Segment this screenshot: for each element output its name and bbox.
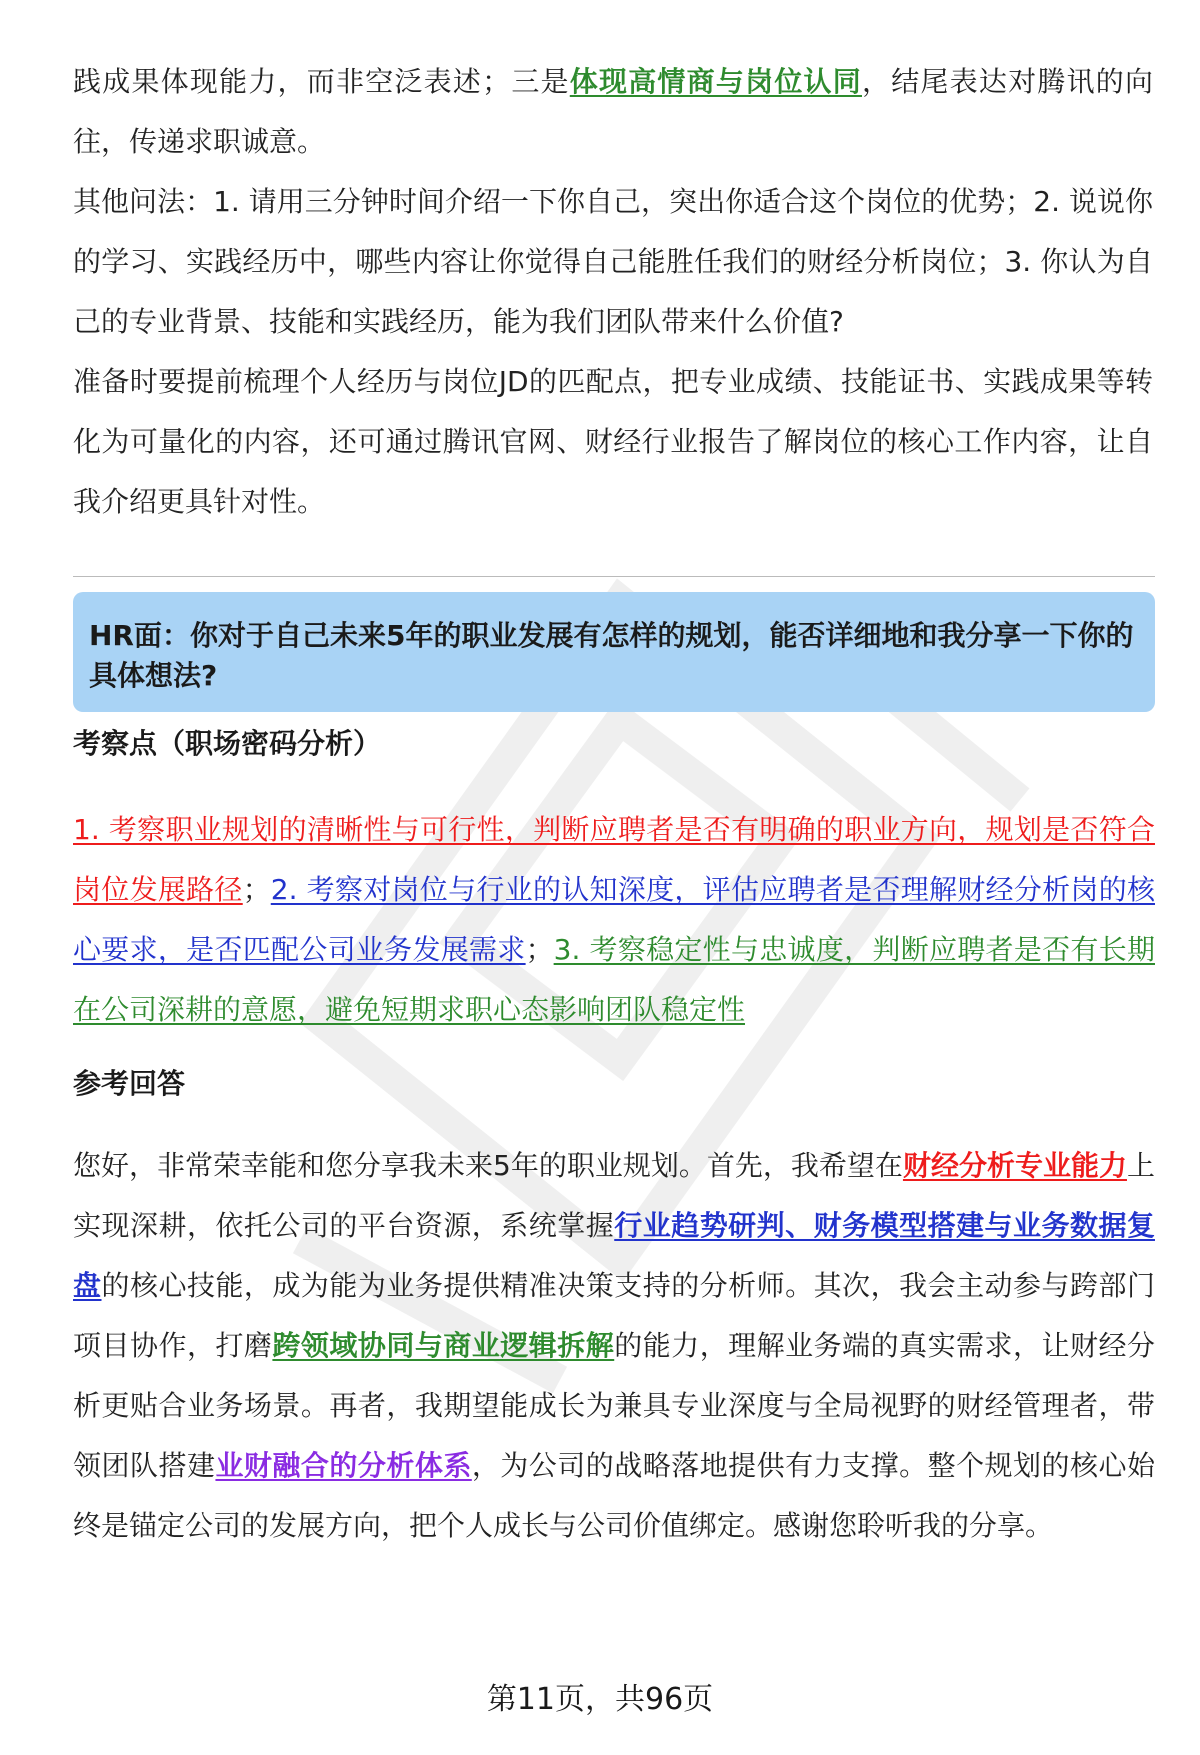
answer-highlight-1: 财经分析专业能力	[902, 1149, 1127, 1182]
answer-highlight-3: 跨领域协同与商业逻辑拆解	[272, 1329, 615, 1362]
assessment-points	[73, 800, 1155, 1040]
intro-section	[73, 52, 1153, 532]
intro-highlight: 体现高情商与岗位认同	[569, 65, 862, 98]
intro-paragraph	[73, 52, 1153, 172]
assessment-point-2: 2. 考察对岗位与行业的认知深度，评估应聘者是否理解财经分析岗的核心要求，是否匹配公司业务发展需求	[73, 873, 1155, 966]
hr-question-box	[73, 592, 1155, 712]
answer-text-2: 上实现深耕，依托公司的平台资源，系统掌握	[73, 1149, 1155, 1242]
reference-answer	[73, 1136, 1155, 1556]
answer-text-4: 的能力，理解业务端的真实需求，让财经分析更贴合业务场景。再者，我期望能成长为兼具专业深度与全局视野的财经管理者，带领团队搭建	[73, 1329, 1155, 1482]
answer-text-3: 的核心技能，成为能为业务提供精准决策支持的分析师。其次，我会主动参与跨部门项目协作，打磨	[73, 1269, 1155, 1362]
section-divider	[73, 576, 1155, 577]
assessment-paragraph	[73, 800, 1155, 1040]
reference-title: 参考回答	[73, 1067, 186, 1100]
prep-tip: 准备时要提前梳理个人经历与岗位JD的匹配点，把专业成绩、技能证书、实践成果等转化为可量化的内容，还可通过腾讯官网、财经行业报告了解岗位的核心工作内容，让自我介绍更具针对性。	[73, 365, 1153, 518]
answer-text-1: 您好，非常荣幸能和您分享我未来5年的职业规划。首先，我希望在	[73, 1149, 903, 1182]
answer-text-5: ，为公司的战略落地提供有力支撑。整个规划的核心始终是锚定公司的发展方向，把个人成长与公司价值绑定。感谢您聆听我的分享。	[73, 1449, 1155, 1542]
hr-question-text: HR面：你对于自己未来5年的职业发展有怎样的规划，能否详细地和我分享一下你的具体想法?	[89, 619, 1134, 692]
answer-highlight-2: 行业趋势研判、财务模型搭建与业务数据复盘	[73, 1209, 1155, 1302]
assessment-title: 考察点（职场密码分析）	[73, 727, 382, 760]
assessment-separator-1: ；	[242, 873, 271, 906]
intro-text-1: 践成果体现能力，而非空泛表述；三是	[73, 65, 570, 98]
answer-highlight-4: 业财融合的分析体系	[215, 1449, 472, 1482]
intro-text-2: ，结尾表达对腾讯的向往，传递求职诚意。	[73, 65, 1153, 158]
other-questions: 其他问法：1. 请用三分钟时间介绍一下你自己，突出你适合这个岗位的优势；2. 说说你的学习、实践经历中，哪些内容让你觉得自己能胜任我们的财经分析岗位；3. 你认为自己的专业背景、技能和实践经历，能为我们团队带来什么价值?	[73, 185, 1153, 338]
assessment-separator-2: ；	[525, 933, 554, 966]
assessment-point-3: 3. 考察稳定性与忠诚度，判断应聘者是否有长期在公司深耕的意愿，避免短期求职心态影响团队稳定性	[73, 933, 1155, 1026]
reference-paragraph	[73, 1136, 1155, 1556]
page-footer: 第11页，共96页	[486, 1682, 714, 1717]
assessment-point-1: 1. 考察职业规划的清晰性与可行性，判断应聘者是否有明确的职业方向，规划是否符合岗位发展路径	[73, 813, 1155, 906]
